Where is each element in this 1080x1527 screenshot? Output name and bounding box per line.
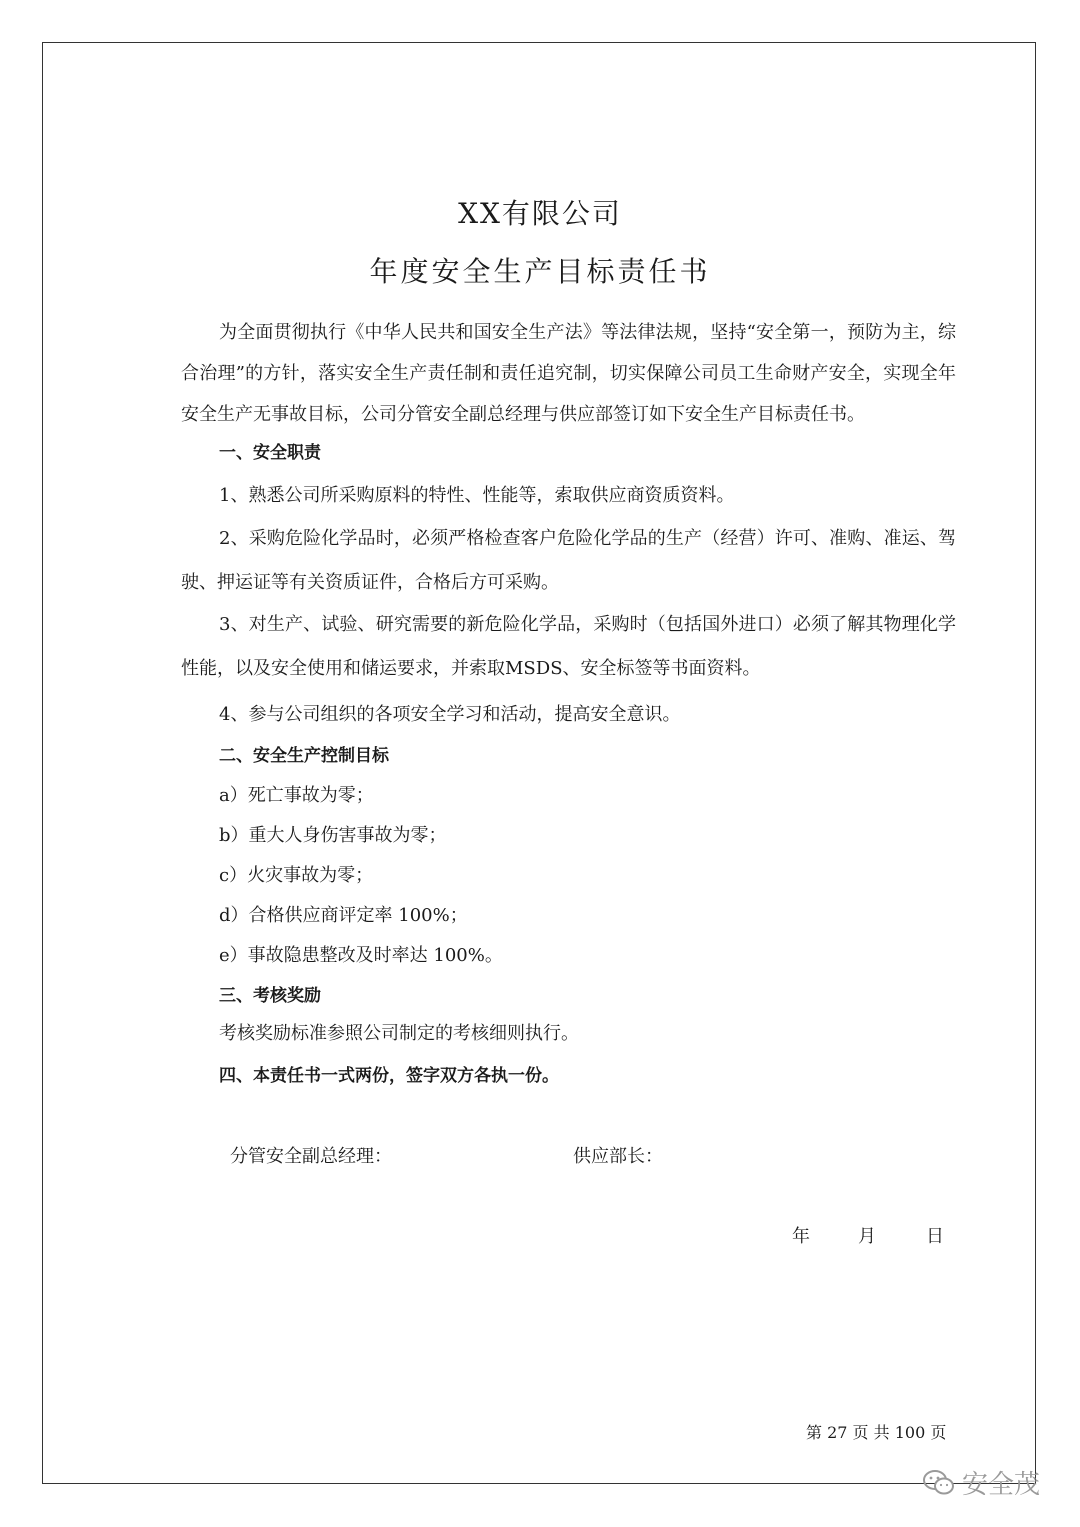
- section1-item-4: 4、参与公司组织的各项安全学习和活动，提高安全意识。: [219, 704, 681, 725]
- section1-item-3: 3、对生产、试验、研究需要的新危险化学品，采购时（包括国外进口）必须了解其物理化学性能，以及安全使用和储运要求，并索取MSDS、安全标签等书面资料。: [181, 614, 956, 679]
- signature-right-label: 供应部长：: [573, 1146, 663, 1167]
- date-year: 年: [792, 1226, 810, 1247]
- section2-item-b: b）重大人身伤害事故为零；: [219, 825, 447, 846]
- section4-heading: 四、本责任书一式两份，签字双方各执一份。: [219, 1066, 559, 1086]
- section2-item-e: e）事故隐患整改及时率达 100%。: [219, 945, 503, 966]
- section1-item-1: 1、熟悉公司所采购原料的特性、性能等，索取供应商资质资料。: [219, 485, 735, 506]
- section1-item-2: 2、采购危险化学品时，必须严格检查客户危险化学品的生产（经营）许可、准购、准运、驾驶、押运证等有关资质证件，合格后方可采购。: [181, 528, 956, 593]
- section1-heading: 一、安全职责: [219, 443, 321, 463]
- wechat-icon: [922, 1468, 956, 1498]
- date-month: 月: [858, 1226, 876, 1247]
- document-title: XX有限公司: [458, 197, 622, 230]
- section2-item-d: d）合格供应商评定率 100%；: [219, 905, 468, 926]
- section2-heading: 二、安全生产控制目标: [219, 746, 389, 766]
- page-number: 第 27 页 共 100 页: [806, 1423, 947, 1442]
- intro-paragraph: 为全面贯彻执行《中华人民共和国安全生产法》等法律法规，坚持“安全第一，预防为主，综合治理”的方针，落实安全生产责任制和责任追究制，切实保障公司员工生命财产安全，实现全年安全生产无事故目标，公司分管安全副总经理与供应部签订如下安全生产目标责任书。: [181, 322, 956, 425]
- watermark-text: 安全茂: [962, 1470, 1041, 1500]
- section2-item-a: a）死亡事故为零；: [219, 785, 374, 806]
- document-subtitle: 年度安全生产目标责任书: [369, 255, 711, 288]
- section2-item-c: c）火灾事故为零；: [219, 865, 374, 886]
- watermark: [922, 1464, 1040, 1501]
- date-day: 日: [926, 1226, 944, 1247]
- section3-heading: 三、考核奖励: [219, 986, 321, 1006]
- section3-body: 考核奖励标准参照公司制定的考核细则执行。: [219, 1023, 579, 1044]
- signature-left-label: 分管安全副总经理：: [230, 1146, 392, 1167]
